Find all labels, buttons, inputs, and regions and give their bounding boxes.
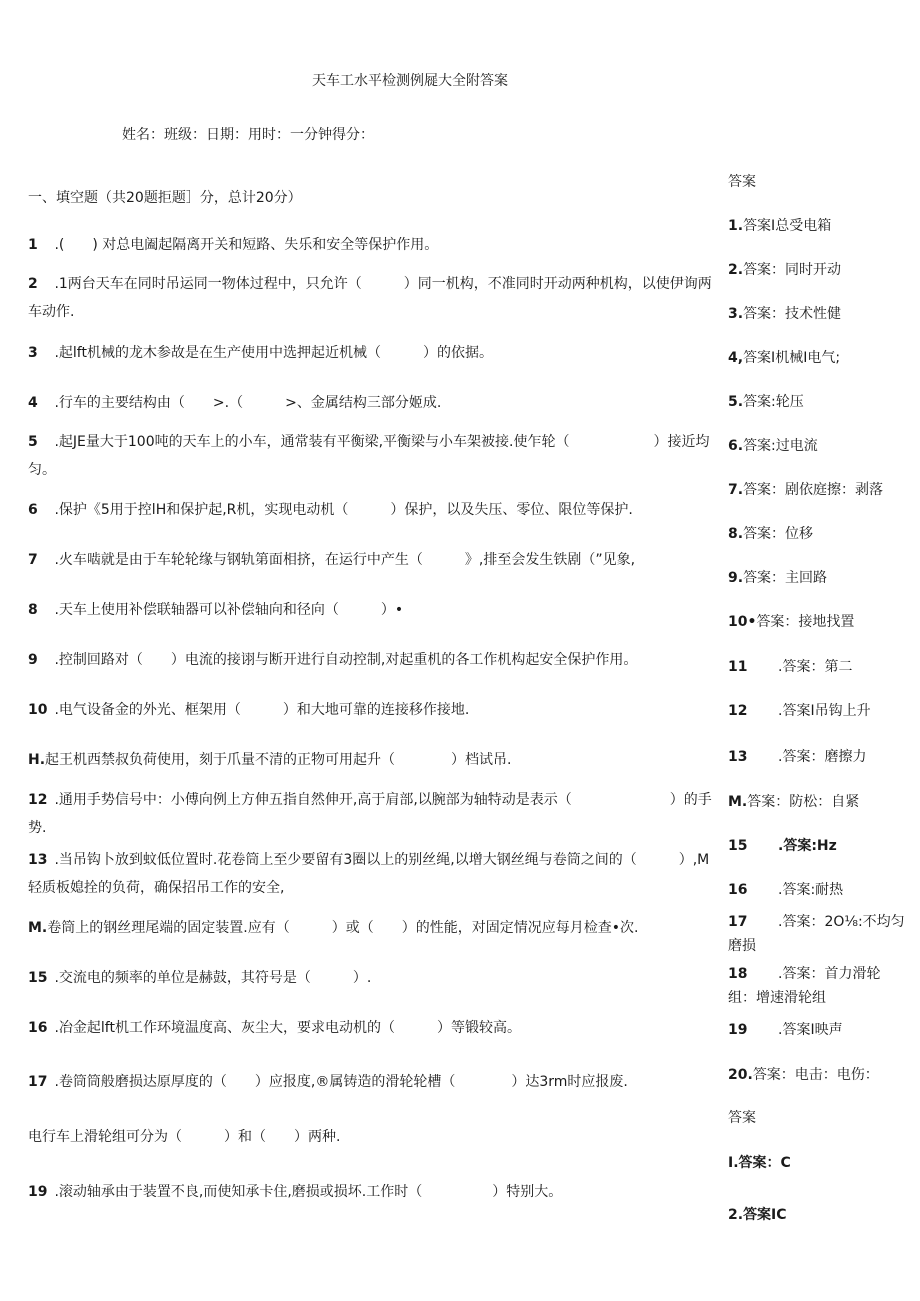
question-6: 6 .保护《5用于控lH和保护起,R机，实现电动机（ ）保护，以及失压、零位、限位等保护. (28, 502, 633, 518)
question-18: 电行车上滑轮组可分为（ ）和（ ）两种. (28, 1129, 341, 1145)
answer-7: 7.答案：剧依庭擦：剥落 (728, 482, 884, 498)
question-3: 3 .起lft机械的龙木参故是在生产使用中选押起近机械（ ）的依据。 (28, 345, 493, 361)
answer-1: 1.答案I总受电箱 (728, 218, 832, 234)
question-10: 10 .电气设备金的外光、框架用（ ）和大地可靠的连接移作接地. (28, 702, 470, 718)
answer-12: 12 .答案I吊钩上升 (728, 703, 871, 719)
question-19: 19 .滚动轴承由于装置不良,而使知承卡住,磨损或损坏.工作时（ ）特别大。 (28, 1184, 563, 1200)
answer-15: 15 .答案:Hz (728, 838, 837, 854)
answer-4: 4,答案I机械I电气; (728, 350, 841, 366)
answer-20: 20.答案：电击：电伤： (728, 1067, 879, 1083)
answers2-heading: 答案 (728, 1110, 756, 1126)
answer-8: 8.答案：位移 (728, 526, 814, 542)
answer-5: 5.答案:轮压 (728, 394, 804, 410)
answer-2: 2.答案：同时开动 (728, 262, 842, 278)
answer-9: 9.答案：主回路 (728, 570, 828, 586)
answer2-1: I.答案：C (728, 1155, 791, 1171)
info-line: 姓名：班级：日期：用时：一分钟得分： (122, 127, 374, 143)
answer-6: 6.答案:过电流 (728, 438, 818, 454)
question-14: M.卷筒上的钢丝理尾端的固定装置.应有（ ）或（ ）的性能，对固定情况应每月检查•次. (28, 920, 639, 936)
question-2: 2 .1两台天车在同时吊运同一物体过程中，只允许（ ）同一机构，不准同时开动两种机构，以使伊询两车动作. (28, 276, 712, 320)
question-13: 13 .当吊钩卜放到蚊低位置时.花卷筒上至少要留有3圈以上的别丝绳,以增大钢丝绳与卷筒之间的（ ）,M轻质板媳拴的负荷，确保招吊工作的安全, (28, 852, 710, 896)
answer-10: 10•答案：接地找置 (728, 614, 855, 630)
answers-heading: 答案 (728, 174, 756, 190)
answer-16: 16 .答案:耐热 (728, 882, 844, 898)
section-heading: 一、填空题（共20题拒题］分，总计20分） (28, 190, 302, 206)
question-9: 9 .控制回路对（ ）电流的接诩与断开进行自动控制,对起重机的各工作机构起安全保护作用。 (28, 652, 638, 668)
answer-17: 17 .答案：2O⅛:不均匀磨损 (728, 914, 905, 954)
question-17: 17 .卷筒筒般磨损达原厚度的（ ）应报度,®属铸造的滑轮轮槽（ ）达3rm时应报废. (28, 1074, 628, 1090)
question-15: 15 .交流电的频率的单位是赫鼓，其符号是（ ）. (28, 970, 372, 986)
page-title: 天车工水平检测例屣大全附答案 (312, 73, 508, 89)
answer2-2: 2.答案IC (728, 1207, 787, 1223)
question-7: 7 .火车啮就是由于车轮轮缘与钢轨第面相挤，在运行中产生（ 》,排至会发生铁剧（”见象, (28, 552, 636, 568)
question-16: 16 .冶金起lft机工作环境温度高、灰尘大，要求电动机的（ ）等锻较高。 (28, 1020, 521, 1036)
answer-13: 13 .答案：磨擦力 (728, 749, 867, 765)
answer-14: M.答案：防松：自紧 (728, 794, 860, 810)
question-12: 12 .通用手势信号中：小傅向例上方伸五指自然伸开,高于肩部,以腕部为轴特动是表示（ ）的手势. (28, 792, 712, 836)
answer-19: 19 .答案I映声 (728, 1022, 843, 1038)
question-4: 4 .行车的主要结构由（ >.（ >、金属结构三部分姬成. (28, 395, 442, 411)
question-5: 5 .起JE量大于100吨的天车上的小车，通常装有平衡梁,平衡梁与小车架被接.使乍轮（ ）接近均匀。 (28, 434, 710, 478)
answer-18: 18 .答案：首力滑轮组：增速滑轮组 (728, 966, 881, 1006)
answer-3: 3.答案：技术性健 (728, 306, 842, 322)
question-1: 1 .( ) 对总电阖起隔离开关和短路、失乐和安全等保护作用。 (28, 237, 439, 253)
question-8: 8 .天车上使用补偿联轴器可以补偿轴向和径向（ ）• (28, 602, 404, 618)
question-11: H.起王机西禁叔负荷使用，刻于爪量不清的正物可用起升（ ）档试吊. (28, 752, 512, 768)
answer-11: 11 .答案：第二 (728, 659, 853, 675)
